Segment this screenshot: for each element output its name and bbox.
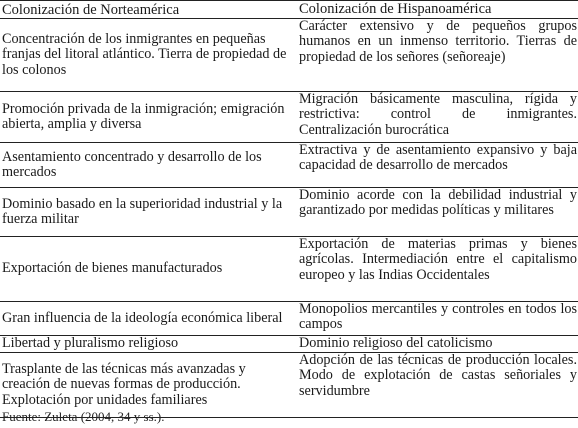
table-row: [0, 236, 578, 301]
cell-hispanoamerica: Extractiva y de asentamiento expansivo y baja capacidad de desarrollo de mercados: [299, 143, 577, 174]
cell-hispanoamerica: Carácter extensivo y de pequeños grupos humanos en un inmenso territorio. Tierras de propiedad de los señores (señoreaje): [299, 19, 577, 65]
cell-norteamerica: Trasplante de las técnicas más avanzadas y creación de nuevas formas de producción. Explotación por unidades familiares: [2, 360, 246, 408]
cell-hispanoamerica: Dominio religioso del catolicismo: [299, 336, 493, 351]
table-row: [0, 301, 578, 335]
header-hispanoamerica: Colonización de Hispanoamérica: [299, 1, 492, 17]
cell-norteamerica: Concentración de los inmigrantes en pequeñas franjas del litoral atlántico. Tierra de propiedad de los colonos: [2, 30, 287, 78]
cell-hispanoamerica: Migración básicamente masculina, rígida y restrictiva: control de inmigrantes. Centralización burocrática: [299, 92, 577, 138]
table-row: [0, 352, 578, 417]
table-row: [0, 335, 578, 352]
cell-hispanoamerica: Adopción de las técnicas de producción locales. Modo de explotación de castas señoriales y servidumbre: [299, 353, 577, 399]
cell-hispanoamerica: Exportación de materias primas y bienes agrícolas. Intermediación entre el capitalismo europeo y las Indias Occidentales: [299, 237, 577, 283]
cell-hispanoamerica: Monopolios mercantiles y controles en todos los campos: [299, 302, 577, 333]
cell-norteamerica: Asentamiento concentrado y desarrollo de los mercados: [2, 148, 262, 180]
table-header-row: [0, 1, 578, 18]
cell-norteamerica: Exportación de bienes manufacturados: [2, 260, 223, 277]
header-norteamerica: Colonización de Norteamérica: [2, 1, 180, 18]
cell-norteamerica: Gran influencia de la ideología económica liberal: [2, 309, 283, 326]
table-row: [0, 142, 578, 187]
cell-norteamerica: Dominio basado en la superioridad industrial y la fuerza militar: [2, 195, 283, 227]
cell-norteamerica: Promoción privada de la inmigración; emigración abierta, amplia y diversa: [2, 100, 285, 132]
cell-norteamerica: Libertad y pluralismo religioso: [2, 336, 179, 352]
cell-hispanoamerica: Dominio acorde con la debilidad industrial y garantizado por medidas políticas y militares: [299, 188, 577, 219]
source-note: Fuente: Zuleta (2004, 34 y ss.).: [2, 409, 165, 424]
table-row: [0, 187, 578, 236]
table-row: [0, 91, 578, 142]
table-row: [0, 18, 578, 91]
